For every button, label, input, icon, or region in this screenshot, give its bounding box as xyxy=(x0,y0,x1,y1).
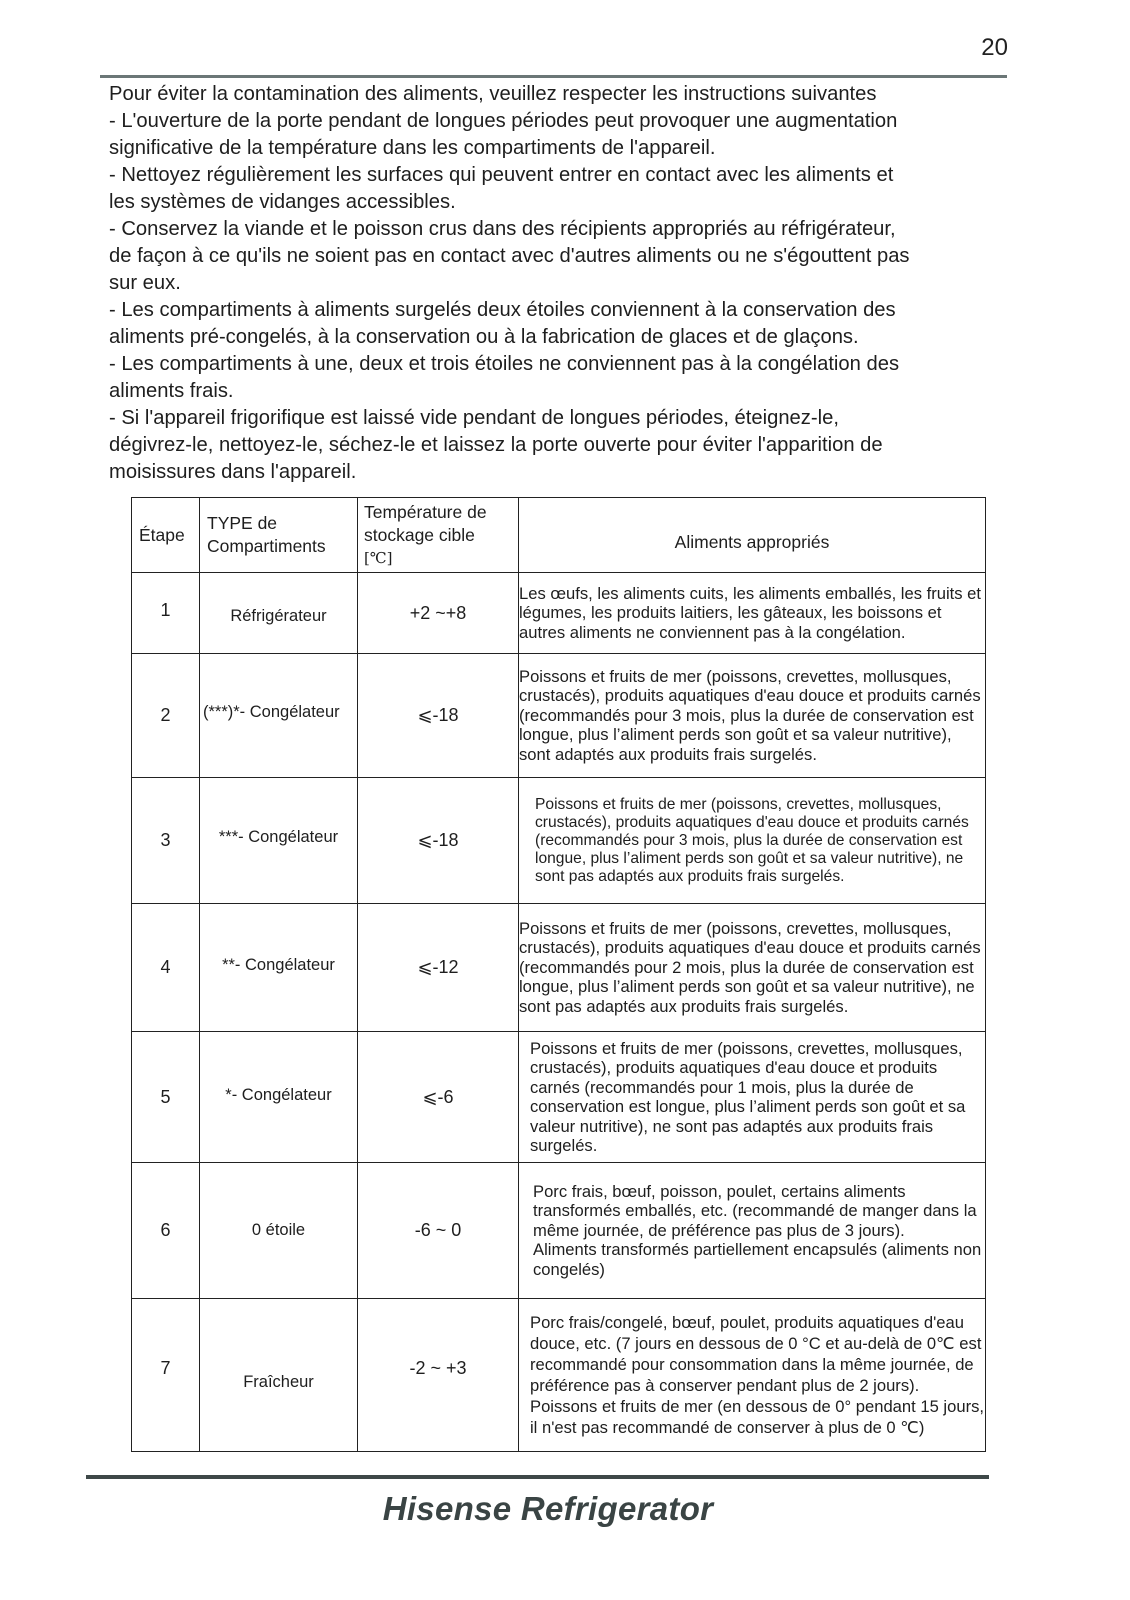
intro-line: les systèmes de vidanges accessibles. xyxy=(109,191,456,213)
header-divider xyxy=(100,75,1007,78)
header-type-line1: TYPE de xyxy=(207,513,278,533)
row-suitable-foods: Poissons et fruits de mer (poissons, crevettes, mollusques, crustacés), produits aquatiques d'eau douce et produits carnés (recommandés pour 3 mois, plus la durée de conservation est longue, plus l’aliment perds son goût et sa valeur nutritive), ne sont pas adaptés aux produits frais surgelés. xyxy=(519,778,986,904)
row-suitable-foods: Poissons et fruits de mer (poissons, crevettes, mollusques, crustacés), produits aquatiques d'eau douce et produits carnés (recommandés pour 3 mois, plus la durée de conservation est longue, plus l’aliment perds son goût et sa valeur nutritive), sont adaptés aux produits frais surgelés. xyxy=(519,654,986,778)
intro-line: moisissures dans l'appareil. xyxy=(109,461,357,483)
header-temp-line2: stockage cible xyxy=(364,524,475,545)
row-suitable-foods xyxy=(519,1163,986,1299)
header-temperature xyxy=(358,498,519,573)
row-step: 1 xyxy=(132,573,200,654)
intro-line: - Conservez la viande et le poisson crus dans des récipients appropriés au réfrigérateur, xyxy=(109,218,896,240)
footer-divider xyxy=(86,1475,989,1479)
row-compartment-type: Réfrigérateur xyxy=(200,573,358,654)
table-row xyxy=(132,1163,986,1299)
header-step: Étape xyxy=(132,498,200,573)
header-type xyxy=(200,498,358,573)
row-suitable-foods-extra: Aliments transformés partiellement encapsulés (aliments non congelés) xyxy=(533,1240,982,1279)
row-step: 7 xyxy=(132,1299,200,1452)
table-row xyxy=(132,904,986,1032)
row-compartment-type: ***- Congélateur xyxy=(200,778,358,904)
row-step: 6 xyxy=(132,1163,200,1299)
intro-line: de façon à ce qu'ils ne soient pas en contact avec d'autres aliments ou ne s'égouttent pas xyxy=(109,245,910,267)
row-step: 4 xyxy=(132,904,200,1032)
row-temperature: -2 ~ +3 xyxy=(358,1299,519,1452)
header-type-line2: Compartiments xyxy=(207,536,326,556)
table-row xyxy=(132,573,986,654)
row-compartment-type: (***)*- Congélateur xyxy=(200,654,358,778)
intro-line: - Nettoyez régulièrement les surfaces qui peuvent entrer en contact avec les aliments et xyxy=(109,164,894,186)
row-step: 3 xyxy=(132,778,200,904)
table-row xyxy=(132,1032,986,1163)
row-compartment-type: 0 étoile xyxy=(200,1163,358,1299)
row-suitable-foods: Poissons et fruits de mer (poissons, crevettes, mollusques, crustacés), produits aquatiques d'eau douce et produits carnés (recommandés pour 2 mois, plus la durée de conservation est longue, plus l’aliment perds son goût et sa valeur nutritive), ne sont pas adaptés aux produits frais surgelés. xyxy=(519,904,986,1032)
intro-instructions xyxy=(109,81,1014,486)
row-temperature: ⩽-12 xyxy=(358,904,519,1032)
header-temp-line1: Température de xyxy=(364,501,487,522)
row-step: 2 xyxy=(132,654,200,778)
intro-line: aliments frais. xyxy=(109,380,234,402)
row-temperature: ⩽-6 xyxy=(358,1032,519,1163)
row-temperature: +2 ~+8 xyxy=(358,573,519,654)
intro-line: sur eux. xyxy=(109,272,181,294)
row-suitable-foods: Les œufs, les aliments cuits, les aliments emballés, les fruits et légumes, les produits laitiers, les gâteaux, les boissons et autres aliments ne conviennent pas à la congélation. xyxy=(519,573,986,654)
header-food: Aliments appropriés xyxy=(519,498,986,573)
row-compartment-type: Fraîcheur xyxy=(200,1299,358,1452)
brand-logo-text: Hisense Refrigerator xyxy=(382,1490,714,1527)
table-row xyxy=(132,654,986,778)
intro-line: - Les compartiments à une, deux et trois étoiles ne conviennent pas à la congélation des xyxy=(109,353,900,375)
page-number: 20 xyxy=(981,34,1008,61)
row-compartment-type: *- Congélateur xyxy=(200,1032,358,1163)
row-compartment-type: **- Congélateur xyxy=(200,904,358,1032)
row-temperature: -6 ~ 0 xyxy=(358,1163,519,1299)
intro-line: aliments pré-congelés, à la conservation ou à la fabrication de glaces et de glaçons. xyxy=(109,326,859,348)
intro-line: Pour éviter la contamination des aliments, veuillez respecter les instructions suivantes xyxy=(109,83,877,105)
intro-line: dégivrez-le, nettoyez-le, séchez-le et laissez la porte ouverte pour éviter l'apparition de xyxy=(109,434,883,456)
intro-line: - Si l'appareil frigorifique est laissé vide pendant de longues périodes, éteignez-le, xyxy=(109,407,839,429)
intro-line: - Les compartiments à aliments surgelés deux étoiles conviennent à la conservation des xyxy=(109,299,896,321)
header-temp-unit: [℃] xyxy=(364,548,393,567)
table-row xyxy=(132,778,986,904)
intro-line: significative de la température dans les compartiments de l'appareil. xyxy=(109,137,716,159)
table-header-row xyxy=(132,498,986,573)
row-step: 5 xyxy=(132,1032,200,1163)
row-temperature: ⩽-18 xyxy=(358,654,519,778)
row-suitable-foods: Poissons et fruits de mer (poissons, crevettes, mollusques, crustacés), produits aquatiques d'eau douce et produits carnés (recommandés pour 1 mois, plus la durée de conservation est longue, plus l’aliment perds son goût et sa valeur nutritive), ne sont pas adaptés aux produits frais surgelés. xyxy=(519,1032,986,1163)
table-row xyxy=(132,1299,986,1452)
intro-line: - L'ouverture de la porte pendant de longues périodes peut provoquer une augmentation xyxy=(109,110,898,132)
storage-table xyxy=(131,497,986,1452)
row-suitable-foods: Porc frais/congelé, bœuf, poulet, produits aquatiques d'eau douce, etc. (7 jours en dessous de 0 °C et au-delà de 0℃ est recommandé pour consommation dans la même journée, de préférence pas à conserver pendant plus de 2 jours). Poissons et fruits de mer (en dessous de 0° pendant 15 jours, il n'est pas recommandé de conserver à plus de 0 ℃) xyxy=(519,1299,986,1452)
row-suitable-foods-main: Porc frais, bœuf, poisson, poulet, certains aliments transformés emballés, etc. (recommandé de manger dans la même journée, de préférence pas plus de 3 jours). xyxy=(533,1181,977,1240)
row-temperature: ⩽-18 xyxy=(358,778,519,904)
